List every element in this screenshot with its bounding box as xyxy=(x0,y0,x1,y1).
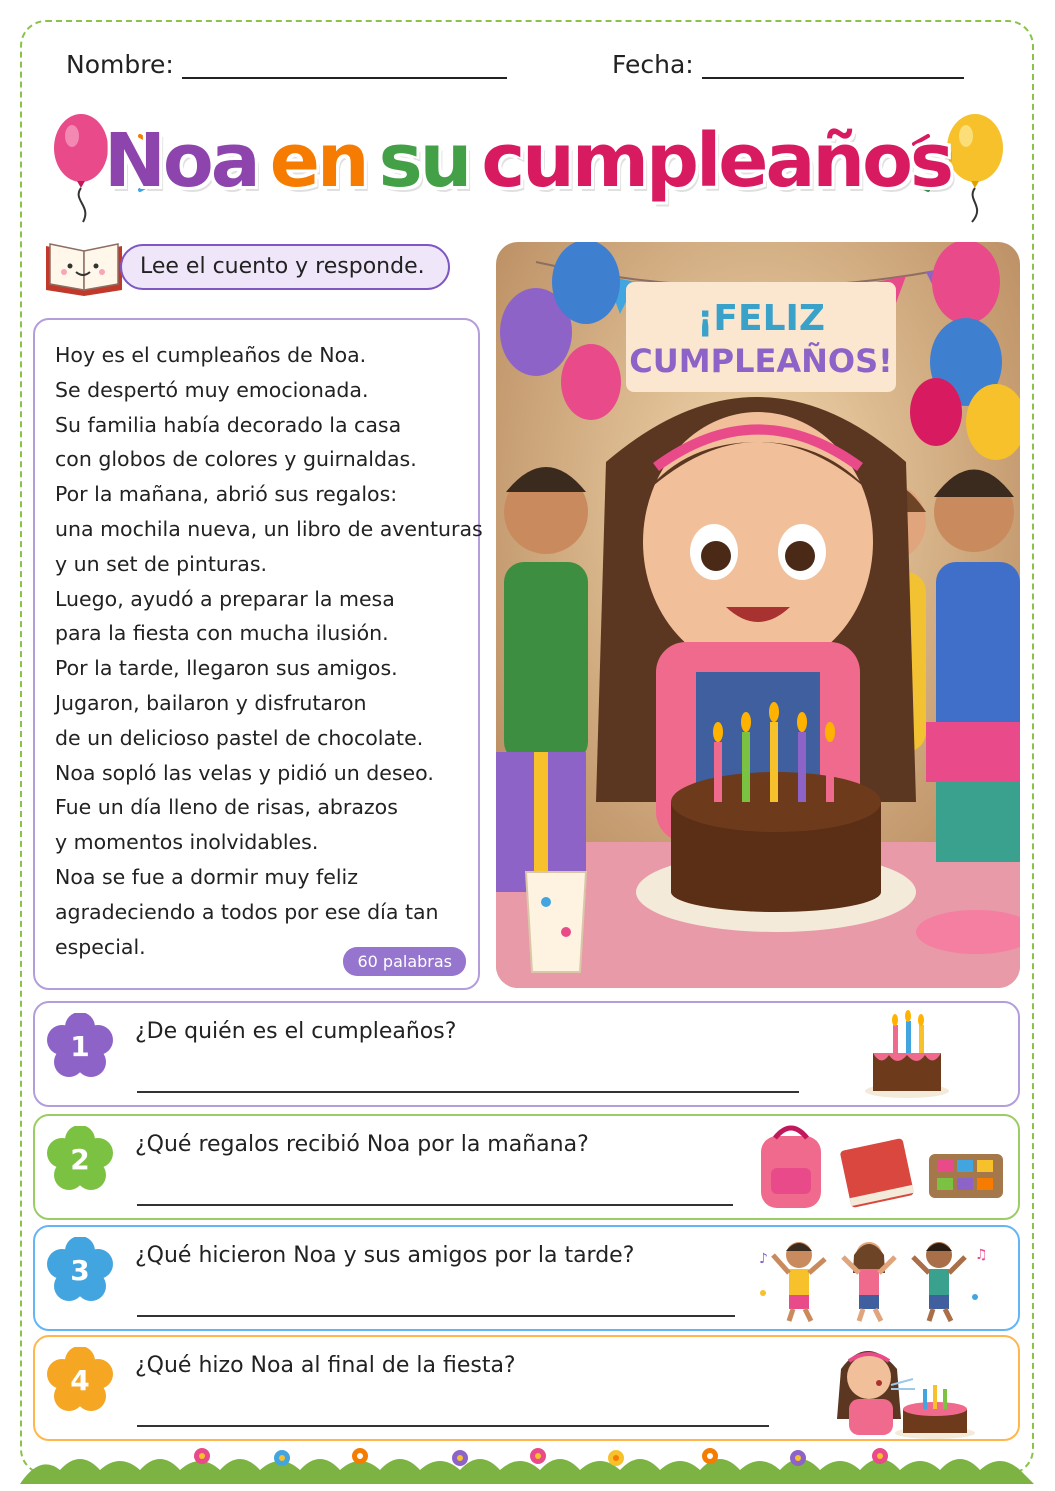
svg-text:♫: ♫ xyxy=(975,1247,988,1263)
story-line: con globos de colores y guirnaldas. xyxy=(55,447,417,472)
story-line: Se despertó muy emocionada. xyxy=(55,377,369,402)
word-count-badge: 60 palabras xyxy=(343,947,466,976)
question-text: ¿Qué hicieron Noa y sus amigos por la tarde? xyxy=(135,1243,635,1268)
question-number: 2 xyxy=(70,1143,90,1176)
story-line: y un set de pinturas. xyxy=(55,551,268,576)
story-line: Fue un día lleno de risas, abrazos xyxy=(55,795,398,820)
question-1 xyxy=(33,1001,1020,1107)
gifts-icon xyxy=(753,1122,1005,1212)
answer-line[interactable] xyxy=(137,1315,735,1317)
title-word-en: en xyxy=(269,118,367,204)
story-line: Jugaron, bailaron y disfrutaron xyxy=(55,690,367,715)
name-label: Nombre: xyxy=(66,50,174,79)
flower-badge-1-icon xyxy=(47,1013,113,1079)
title-word-su: su xyxy=(378,118,470,204)
question-number: 4 xyxy=(70,1364,90,1397)
banner-line-1: ¡FELIZ xyxy=(696,298,826,339)
grass-flowers-decoration-icon xyxy=(20,1440,1034,1484)
date-line[interactable] xyxy=(702,51,964,79)
book-icon xyxy=(42,234,126,298)
blowing-candles-icon xyxy=(827,1339,987,1439)
date-field[interactable] xyxy=(612,50,964,79)
story-line: agradeciendo a todos por ese día tan xyxy=(55,899,439,924)
instruction-text: Lee el cuento y responde. xyxy=(140,254,425,279)
story-box xyxy=(33,318,483,990)
answer-line[interactable] xyxy=(137,1425,769,1427)
story-line: especial. xyxy=(55,934,146,959)
party-scene-icon xyxy=(496,242,1020,988)
dancing-kids-icon xyxy=(749,1233,989,1323)
story-line: Noa se fue a dormir muy feliz xyxy=(55,864,359,889)
cake-icon xyxy=(857,1009,957,1099)
question-4 xyxy=(33,1335,1020,1441)
flower-badge-3-icon xyxy=(47,1237,113,1303)
banner-line-2: CUMPLEAÑOS! xyxy=(629,342,893,380)
story-line: para la fiesta con mucha ilusión. xyxy=(55,621,389,646)
title-word-cumpleanos: cumpleaños xyxy=(481,118,951,204)
flower-badge-4-icon xyxy=(47,1347,113,1413)
story-line: Luego, ayudó a preparar la mesa xyxy=(55,586,395,611)
question-2 xyxy=(33,1114,1020,1220)
story-text xyxy=(55,338,483,964)
name-field[interactable] xyxy=(66,50,507,79)
story-line: Su familia había decorado la casa xyxy=(55,412,402,437)
page-title xyxy=(0,118,1055,204)
story-line: una mochila nueva, un libro de aventuras xyxy=(55,516,483,541)
question-number: 1 xyxy=(70,1030,90,1063)
title-word-noa: Noa xyxy=(103,118,258,204)
question-text: ¿Qué regalos recibió Noa por la mañana? xyxy=(135,1132,589,1157)
birthday-illustration xyxy=(496,242,1020,988)
svg-text:♪: ♪ xyxy=(759,1251,768,1267)
story-line: de un delicioso pastel de chocolate. xyxy=(55,725,424,750)
question-text: ¿De quién es el cumpleaños? xyxy=(135,1019,457,1044)
story-line: Hoy es el cumpleaños de Noa. xyxy=(55,343,367,367)
story-line: y momentos inolvidables. xyxy=(55,830,319,855)
name-line[interactable] xyxy=(182,51,507,79)
answer-line[interactable] xyxy=(137,1204,733,1206)
story-line: Noa sopló las velas y pidió un deseo. xyxy=(55,760,434,785)
flower-badge-2-icon xyxy=(47,1126,113,1192)
answer-line[interactable] xyxy=(137,1091,799,1093)
story-line: Por la mañana, abrió sus regalos: xyxy=(55,482,398,507)
question-number: 3 xyxy=(70,1254,90,1287)
date-label: Fecha: xyxy=(612,50,694,79)
instruction-pill xyxy=(120,244,450,290)
question-text: ¿Qué hizo Noa al final de la fiesta? xyxy=(135,1353,516,1378)
story-line: Por la tarde, llegaron sus amigos. xyxy=(55,656,398,681)
question-3 xyxy=(33,1225,1020,1331)
